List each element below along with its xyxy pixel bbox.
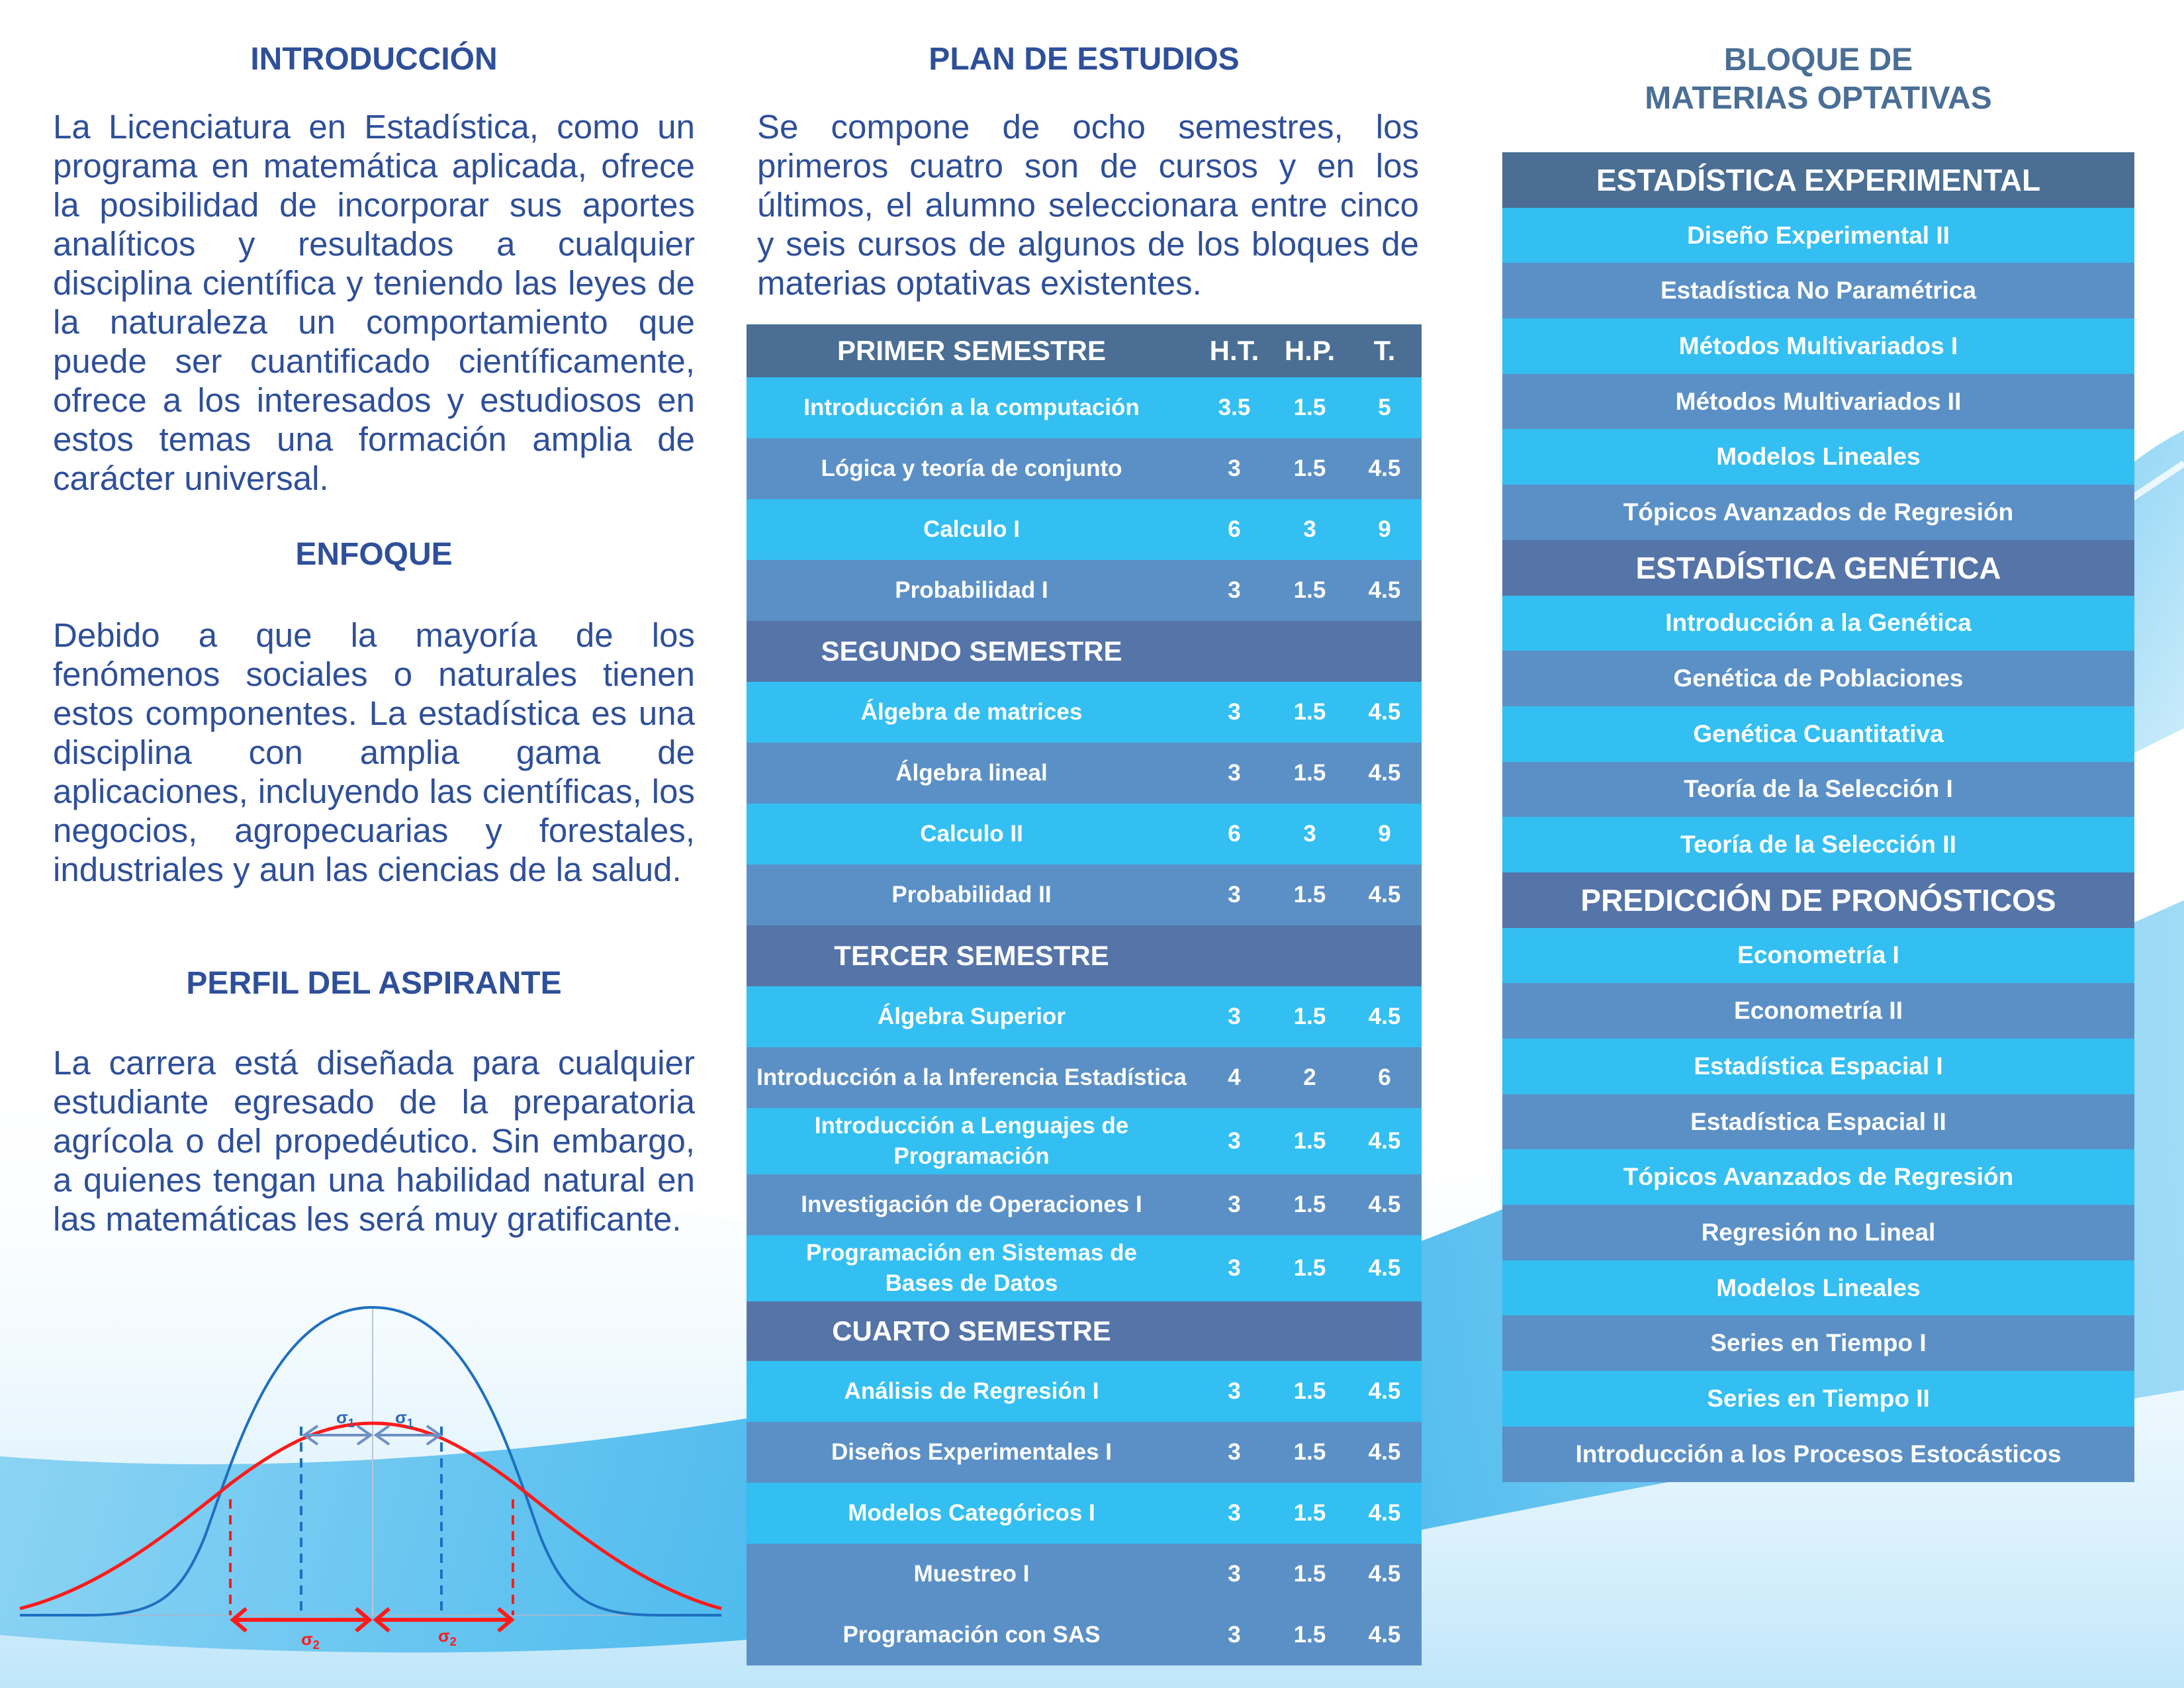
course-row — [747, 804, 1422, 865]
normal-distribution-diagram — [0, 1284, 728, 1681]
course-ht: 4 — [1228, 1064, 1241, 1090]
course-row — [747, 1361, 1422, 1422]
course-row — [747, 682, 1422, 743]
course-hp: 1.5 — [1293, 1561, 1326, 1587]
wide-bell-curve — [20, 1423, 721, 1609]
course-name: Álgebra lineal — [895, 760, 1048, 786]
course-hp: 2 — [1303, 1064, 1316, 1090]
course-name: Calculo II — [920, 821, 1023, 847]
optativa-item: Series en Tiempo II — [1502, 1371, 2134, 1427]
sigma1-left-label: $\sigma_1$ — [336, 1407, 355, 1430]
optativa-item: Modelos Lineales — [1502, 429, 2134, 485]
semester-name: PRIMER SEMESTRE — [837, 335, 1107, 366]
semester-name: TERCER SEMESTRE — [834, 940, 1109, 971]
course-row — [747, 865, 1422, 925]
semester-name: CUARTO SEMESTRE — [832, 1315, 1111, 1346]
course-row — [747, 1483, 1422, 1544]
course-hp: 1.5 — [1293, 882, 1326, 908]
course-row — [747, 1108, 1422, 1174]
optativa-item: Estadística Espacial II — [1502, 1094, 2134, 1150]
course-t: 4.5 — [1368, 1500, 1401, 1526]
optativa-item: Econometría II — [1502, 983, 2134, 1039]
course-name: Probabilidad II — [891, 882, 1052, 908]
course-ht: 3 — [1228, 577, 1241, 603]
course-hp: 1.5 — [1293, 1500, 1326, 1526]
optativas-table — [1502, 152, 2134, 1482]
course-ht: 3 — [1228, 1500, 1241, 1526]
course-name: Muestreo I — [913, 1561, 1030, 1587]
course-name: Diseños Experimentales I — [831, 1439, 1113, 1465]
optativa-item: Teoría de la Selección I — [1502, 762, 2134, 818]
optativa-item: Introducción a los Procesos Estocásticos — [1502, 1427, 2134, 1482]
course-row — [747, 1174, 1422, 1235]
course-t: 4.5 — [1368, 1004, 1401, 1029]
course-name: Programación con SAS — [842, 1622, 1101, 1648]
course-hp: 1.5 — [1293, 1192, 1326, 1217]
course-t: 4.5 — [1368, 1561, 1401, 1587]
course-hp: 3 — [1303, 516, 1316, 542]
course-hp: 1.5 — [1293, 1622, 1326, 1648]
intro-heading: INTRODUCCIÓN — [250, 42, 498, 77]
course-name: Introducción a la Inferencia Estadística — [756, 1064, 1187, 1090]
column-header-ht: H.T. — [1209, 335, 1259, 366]
column-header-t: T. — [1373, 335, 1396, 366]
course-name: Probabilidad I — [895, 577, 1048, 603]
course-hp: 1.5 — [1293, 1004, 1326, 1029]
optativa-item: Métodos Multivariados II — [1502, 374, 2134, 430]
course-name: Modelos Categóricos I — [848, 1500, 1095, 1526]
course-ht: 3 — [1228, 882, 1241, 908]
course-name: Investigación de Operaciones I — [801, 1192, 1142, 1217]
sigma2-arrows — [232, 1609, 512, 1631]
course-t: 4.5 — [1368, 1255, 1401, 1281]
course-name: Introducción a la computación — [803, 395, 1140, 420]
course-row — [747, 1605, 1422, 1665]
course-t: 4.5 — [1368, 882, 1401, 908]
semester-header-row — [747, 621, 1422, 682]
optativa-item: Estadística Espacial I — [1502, 1039, 2134, 1094]
course-name: Lógica y teoría de conjunto — [821, 455, 1122, 481]
optativa-item: Genética Cuantitativa — [1502, 706, 2134, 762]
course-name: Programación en Sistemas de Bases de Datos — [806, 1240, 1137, 1296]
course-t: 4.5 — [1368, 760, 1401, 786]
enfoque-heading: ENFOQUE — [295, 537, 453, 572]
course-ht: 3 — [1228, 1439, 1241, 1465]
course-t: 9 — [1378, 516, 1391, 542]
course-t: 4.5 — [1368, 1378, 1401, 1404]
course-t: 9 — [1378, 821, 1391, 847]
optativa-item: Tópicos Avanzados de Regresión — [1502, 485, 2134, 540]
course-ht: 6 — [1228, 516, 1241, 542]
perfil-heading: PERFIL DEL ASPIRANTE — [186, 966, 562, 1001]
plan-paragraph: Se compone de ocho semestres, los primeros cuatro son de cursos y en los últimos, el alumno seleccionara entre cinco y seis cursos de algunos de los bloques de materias optativas existentes. — [757, 108, 1419, 302]
course-ht: 3 — [1228, 1255, 1241, 1281]
optativas-heading — [1502, 41, 2134, 118]
block-header-genetica: ESTADÍSTICA GENÉTICA — [1502, 540, 2134, 596]
course-ht: 3 — [1228, 1622, 1241, 1648]
optativa-item: Métodos Multivariados I — [1502, 318, 2134, 374]
course-hp: 1.5 — [1293, 1128, 1326, 1154]
course-hp: 1.5 — [1293, 760, 1326, 786]
course-ht: 3 — [1228, 1192, 1241, 1217]
course-hp: 1.5 — [1293, 699, 1326, 725]
perfil-paragraph: La carrera está diseñada para cualquier estudiante egresado de la preparatoria agrícola o del propedéutico. Sin embargo, a quienes tengan una habilidad natural en las matemáticas les será muy gratificante. — [53, 1044, 695, 1238]
course-name: Calculo I — [923, 516, 1020, 542]
optativa-item: Introducción a la Genética — [1502, 596, 2134, 651]
course-hp: 3 — [1303, 821, 1316, 847]
block-header-pronosticos: PREDICCIÓN DE PRONÓSTICOS — [1502, 872, 2134, 928]
course-t: 4.5 — [1368, 1128, 1401, 1154]
course-row — [747, 743, 1422, 804]
narrow-bell-curve — [20, 1307, 721, 1615]
optativa-item: Estadística No Paramétrica — [1502, 263, 2134, 318]
course-row — [747, 560, 1422, 621]
optativa-item: Tópicos Avanzados de Regresión — [1502, 1149, 2134, 1205]
semester-name: SEGUNDO SEMESTRE — [821, 635, 1122, 667]
course-t: 4.5 — [1368, 1439, 1401, 1465]
optativa-item: Series en Tiempo I — [1502, 1315, 2134, 1371]
course-ht: 3 — [1228, 699, 1241, 725]
course-row — [747, 377, 1422, 438]
course-ht: 3 — [1228, 1378, 1241, 1404]
course-row — [747, 499, 1422, 560]
course-ht: 3 — [1228, 1561, 1241, 1587]
semester-header-row — [747, 324, 1422, 377]
course-ht: 3 — [1228, 1004, 1241, 1029]
optativa-item: Teoría de la Selección II — [1502, 817, 2134, 872]
course-name: Álgebra Superior — [878, 1004, 1066, 1029]
course-name: Álgebra de matrices — [860, 699, 1083, 725]
course-ht: 3 — [1228, 1128, 1241, 1154]
course-ht: 6 — [1228, 821, 1241, 847]
intro-paragraph: La Licenciatura en Estadística, como un programa en matemática aplicada, ofrece la posibilidad de incorporar sus aportes analíticos y resultados a cualquier disciplina científica y teniendo las leyes de la naturaleza un comportamiento que puede ser cuantificado científicamente, ofrece a los interesados y estudiosos en estos temas una formación amplia de carácter universal. — [53, 108, 695, 497]
plan-heading: PLAN DE ESTUDIOS — [929, 42, 1240, 77]
optativa-item: Genética de Poblaciones — [1502, 651, 2134, 706]
course-row — [747, 1422, 1422, 1483]
enfoque-paragraph: Debido a que la mayoría de los fenómenos sociales o naturales tienen estos componentes. La estadística es una disciplina con amplia gama de aplicaciones, incluyendo las científicas, los negocios, agropecuarias y forestales, industriales y aun las ciencias de la salud. — [53, 616, 695, 888]
course-row — [747, 438, 1422, 499]
course-hp: 1.5 — [1293, 577, 1326, 603]
semester-header-row — [747, 925, 1422, 986]
course-t: 4.5 — [1368, 577, 1401, 603]
course-ht: 3 — [1228, 455, 1241, 481]
course-row — [747, 1544, 1422, 1605]
course-hp: 1.5 — [1293, 395, 1326, 420]
course-row — [747, 1047, 1422, 1108]
course-t: 4.5 — [1368, 455, 1401, 481]
optativa-item: Diseño Experimental II — [1502, 208, 2134, 263]
course-ht: 3.5 — [1218, 395, 1251, 420]
course-name: Introducción a Lenguajes de Programación — [814, 1113, 1129, 1169]
course-hp: 1.5 — [1293, 1439, 1326, 1465]
sigma1-right-label: $\sigma_1$ — [395, 1407, 414, 1430]
optativa-item: Econometría I — [1502, 928, 2134, 984]
course-hp: 1.5 — [1293, 1255, 1326, 1281]
column-header-hp: H.P. — [1284, 335, 1336, 366]
course-t: 6 — [1378, 1064, 1391, 1090]
block-header-experimental: ESTADÍSTICA EXPERIMENTAL — [1502, 152, 2134, 208]
semester-header-row — [747, 1301, 1422, 1361]
course-hp: 1.5 — [1293, 455, 1326, 481]
optativa-item: Modelos Lineales — [1502, 1260, 2134, 1316]
optativas-heading-line1: BLOQUE DE — [1723, 42, 1913, 77]
optativas-heading-line2: MATERIAS OPTATIVAS — [1645, 81, 1992, 116]
course-t: 5 — [1378, 395, 1391, 420]
course-name: Análisis de Regresión I — [844, 1378, 1099, 1404]
sigma2-left-label: $\sigma_2$ — [301, 1629, 320, 1652]
course-t: 4.5 — [1368, 1192, 1401, 1217]
course-ht: 3 — [1228, 760, 1241, 786]
course-row — [747, 1235, 1422, 1301]
optativa-item: Regresión no Lineal — [1502, 1205, 2134, 1260]
course-row — [747, 986, 1422, 1047]
course-hp: 1.5 — [1293, 1378, 1326, 1404]
curriculum-table — [747, 324, 1422, 1665]
course-t: 4.5 — [1368, 1622, 1401, 1648]
course-t: 4.5 — [1368, 699, 1401, 725]
sigma2-right-label: $\sigma_2$ — [438, 1626, 457, 1648]
